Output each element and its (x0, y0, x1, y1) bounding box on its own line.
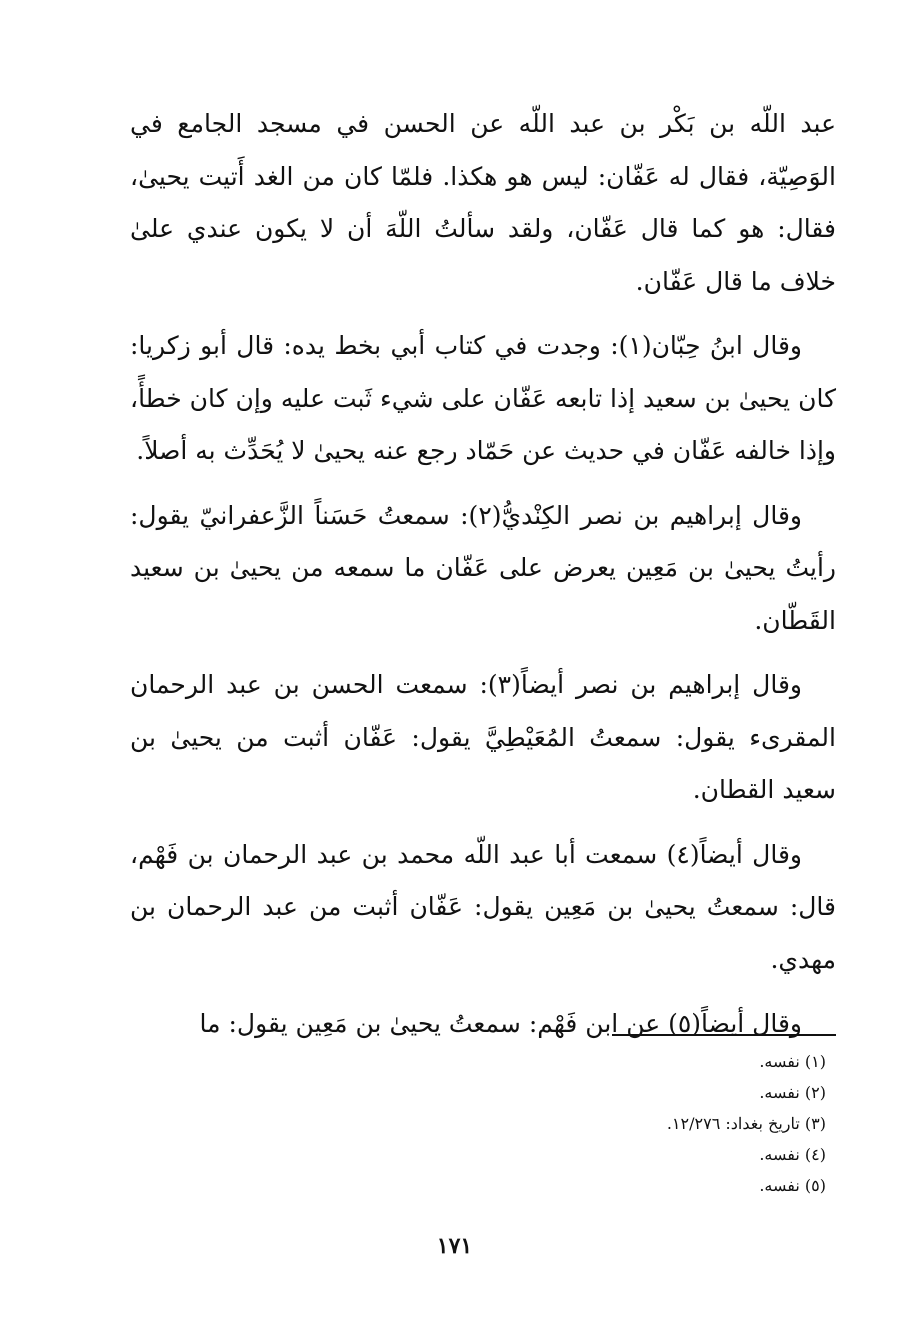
paragraph-ibrahim-kindi: وقال إبراهيم بن نصر الكِنْديُّ(٢): سمعتُ حَسَناً الزَّعفرانيّ يقول: رأيتُ يحيىٰ بن مَعِين يعرض على عَفّان ما سمعه من يحيىٰ بن سعيد القَطّان. (130, 500, 836, 635)
footnote-item: (١) نفسه. (759, 1052, 826, 1071)
paragraph-continuation: عبد اللّه بن بَكْر بن عبد اللّه عن الحسن في مسجد الجامع في الوَصِيّة، فقال له عَفّان: ليس هو هكذا. فلمّا كان من الغد أَتيت يحيىٰ، فقال: هو كما قال عَفّان، ولقد سألتُ اللّهَ أن لا يكون عندي علىٰ خلاف ما قال عَفّان. (130, 109, 836, 296)
page-number: ١٧١ (436, 1233, 473, 1259)
paragraph-final: وقال أيضاً(٥) عن ابن فَهْم: سمعتُ يحيىٰ بن مَعِين يقول: ما (199, 1009, 802, 1038)
footnote-divider (612, 1034, 836, 1036)
footnote-item: (٥) نفسه. (759, 1176, 826, 1195)
footnotes (130, 1046, 836, 1201)
page-body (130, 98, 836, 1063)
footnote-item: (٢) نفسه. (759, 1083, 826, 1102)
footnote-item: (٤) نفسه. (759, 1145, 826, 1164)
paragraph-ibn-hibban: وقال ابنُ حِبّان(١): وجدت في كتاب أبي بخط يده: قال أبو زكريا: كان يحيىٰ بن سعيد إذا تابعه عَفّان على شيء ثَبت عليه وإن كان خطأً، وإذا خالفه عَفّان في حديث عن حَمّاد رجع عنه يحيىٰ لا يُحَدِّث به أصلاً. (130, 331, 836, 465)
footnote-item: (٣) تاريخ بغداد: ١٢/٢٧٦. (666, 1114, 826, 1133)
paragraph-ibrahim-also: وقال إبراهيم بن نصر أيضاً(٣): سمعت الحسن بن عبد الرحمان المقرىء يقول: سمعتُ المُعَيْطِيَّ يقول: عَفّان أثبت من يحيىٰ بن سعيد القطان. (130, 670, 836, 804)
paragraph-also-ibn-fahm: وقال أيضاً(٤) سمعت أبا عبد اللّه محمد بن عبد الرحمان بن فَهْم، قال: سمعتُ يحيىٰ بن مَعِين يقول: عَفّان أثبت من عبد الرحمان بن مهدي. (130, 839, 836, 974)
